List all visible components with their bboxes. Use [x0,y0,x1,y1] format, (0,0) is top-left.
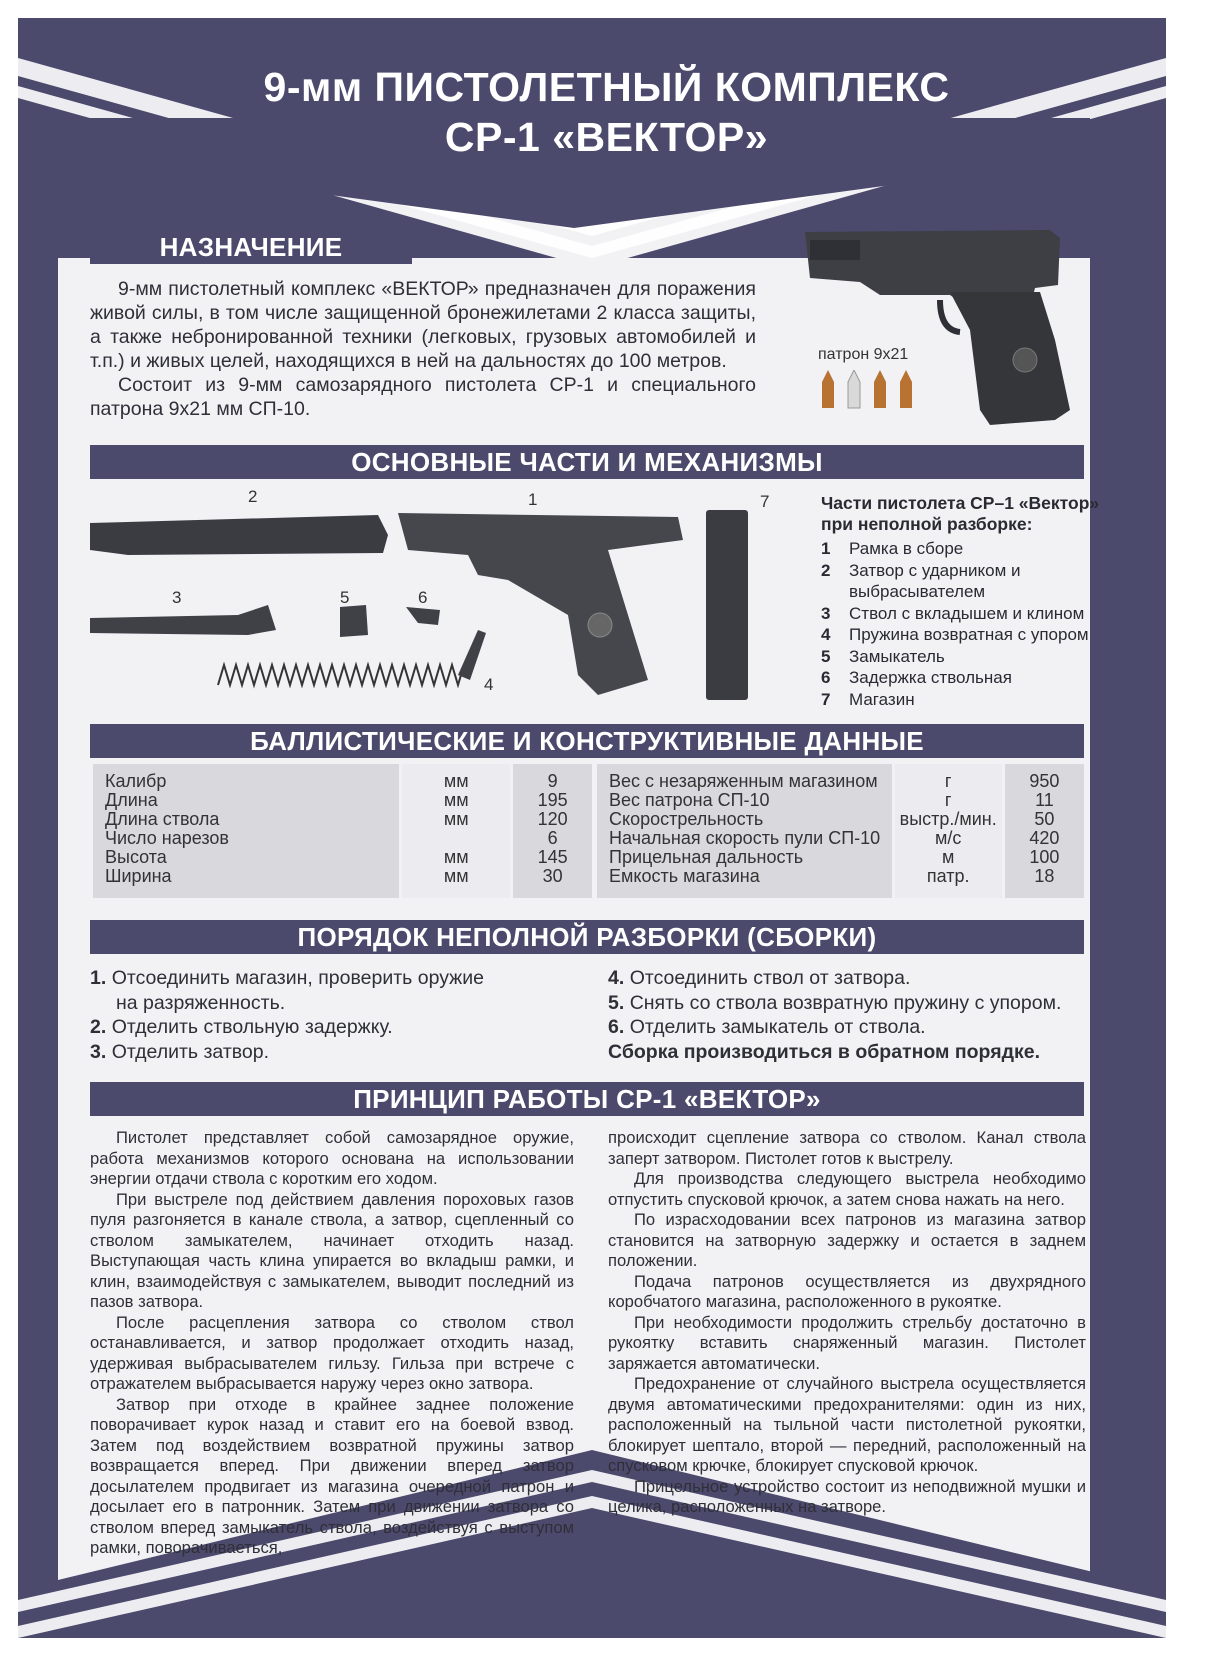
ballistics-row [596,764,1085,791]
ballistics-name-cell: Высота [92,848,401,867]
principle-paragraph: При необходимости продолжить стрельбу достаточно в рукоятку вставить снаряженный магазин. Пистолет заряжается автоматически. [608,1312,1086,1373]
parts-label-6: 6 [418,588,428,607]
ballistics-name-cell: Вес с незаряженным магазином [596,764,894,791]
part-magazine [706,510,748,700]
part-slide [90,515,388,555]
cartridges-image [818,370,918,412]
parts-list [821,493,1101,710]
purpose-text [90,277,756,421]
parts-label-3: 3 [172,588,182,607]
parts-list-item: 6 Задержка ствольная [821,668,1012,687]
step-item: 6. Отделить замыкатель от ствола. [608,1016,926,1038]
parts-list-item: 7 Магазин [821,689,915,709]
ballistics-row [596,848,1085,867]
step-item: 5. Снять со ствола возвратную пружину с упором. [608,991,1062,1014]
ballistics-row [92,764,593,791]
ballistics-row [596,829,1085,848]
parts-list-item: 3 Ствол с вкладышем и клином [821,603,1085,623]
purpose-heading: НАЗНАЧЕНИЕ [90,230,412,264]
title-line-1: 9-мм ПИСТОЛЕТНЫЙ КОМПЛЕКС [263,64,950,110]
principle-paragraph: По израсходовании всех патронов из магазина затвор становится на затворную задержку и остается в заднем положении. [608,1210,1086,1270]
parts-label-2: 2 [248,487,258,506]
ballistics-unit-cell: мм [401,764,512,791]
principle-heading: ПРИНЦИП РАБОТЫ СР-1 «ВЕКТОР» [90,1082,1084,1116]
ballistics-heading: БАЛЛИСТИЧЕСКИЕ И КОНСТРУКТИВНЫЕ ДАННЫЕ [90,724,1084,758]
step-item-cont: на разряженность. [116,991,286,1014]
ballistics-value-cell: 950 [1003,764,1084,791]
ballistics-value-cell: 9 [512,764,592,791]
parts-list-heading: Части пистолета СР–1 «Вектор» при неполной разборке: [821,493,1100,534]
ballistics-unit-cell: мм [401,848,512,867]
parts-image [88,495,798,720]
disassembly-steps-left [90,966,580,1064]
ballistics-table-right [594,764,1084,898]
step-item: 2. Отделить ствольную задержку. [90,1016,393,1038]
ballistics-name-cell: Ширина [92,867,401,898]
ballistics-value-cell: 30 [512,867,592,898]
ballistics-name-cell: Начальная скорость пули СП-10 [596,829,894,848]
ballistics-value-cell: 50 [1003,810,1084,829]
ballistics-row [92,848,593,867]
ballistics-unit-cell: м/с [893,829,1003,848]
principle-paragraph: Затвор при отходе в крайнее заднее положение поворачивает курок назад и ставит его на боевой взвод. Затем под воздействием возвратной пружины затвор возвращается вперед. При движении вперед затвор досылателем продвигает из магазина очередной патрон и досылает его в патронник. Затем при движении затвора со стволом вперед замыкатель ствола, воздействуя с выступом рамки, поворачиваеться, [90,1394,574,1557]
ballistics-unit-cell: мм [401,867,512,898]
ballistics-table-left [90,764,592,898]
parts-list-item: 4 Пружина возвратная с упором [821,625,1089,644]
ballistics-row [596,867,1085,898]
disassembly-heading: ПОРЯДОК НЕПОЛНОЙ РАЗБОРКИ (СБОРКИ) [90,920,1084,954]
part-locking-block [340,605,368,637]
ballistics-unit-cell: мм [401,810,512,829]
ballistics-value-cell: 145 [512,848,592,867]
ballistics-unit-cell: м [893,848,1003,867]
principle-paragraph: происходит сцепление затвора со стволом. Канал ствола заперт затвором. Пистолет готов к выстрелу. [608,1128,1086,1168]
ballistics-unit-cell: г [893,764,1003,791]
principle-paragraph: Пистолет представляет собой самозарядное оружие, работа механизмов которого основана на использовании энергии отдачи ствола с коротким его ходом. [90,1128,574,1188]
parts-label-7: 7 [760,492,770,511]
step-item: 1. Отсоединить магазин, проверить оружие [90,967,484,989]
disassembly-steps-right [608,966,1088,1064]
ballistics-value-cell: 195 [512,791,592,810]
ballistics-unit-cell: г [893,791,1003,810]
part-slide-stop [406,607,440,625]
ballistics-unit-cell: патр. [893,867,1003,898]
ballistics-row [92,829,593,848]
cartridge-label: патрон 9х21 [818,346,909,363]
purpose-paragraph-1: 9-мм пистолетный комплекс «ВЕКТОР» предназначен для поражения живой силы, в том числе защищенной бронежилетами 2 класса защиты, а также небронированной техники (легковых, грузовых автомобилей и т.п.) и живых целей, находящихся в ней на дальностях до 100 метров. [90,278,756,372]
ballistics-name-cell: Число нарезов [92,829,401,848]
principle-paragraph: При выстреле под действием давления пороховых газов пуля разгоняется в канале ствола, а затвор, сцепленный со стволом замыкателем, начинает отходить назад. Выступающая часть клина упирается во вкладыш рамки, и клин, взаимодействуя с замыкателем, выводит последний из пазов затвора. [90,1189,574,1311]
parts-label-5: 5 [340,588,350,607]
part-recoil-spring [218,665,464,685]
poster-title [0,62,1213,162]
parts-heading: ОСНОВНЫЕ ЧАСТИ И МЕХАНИЗМЫ [90,445,1084,479]
ballistics-unit-cell [401,829,512,848]
ballistics-row [596,791,1085,810]
ballistics-name-cell: Длина ствола [92,810,401,829]
ballistics-value-cell: 420 [1003,829,1084,848]
ballistics-name-cell: Емкость магазина [596,867,894,898]
step-item: 3. Отделить затвор. [90,1040,270,1063]
ballistics-name-cell: Длина [92,791,401,810]
ballistics-row [92,810,593,829]
assembly-note: Сборка производиться в обратном порядке. [608,1040,1040,1063]
principle-paragraph: После расцепления затвора со стволом ствол останавливается, и затвор продолжает отходить назад, удерживая выбрасывателем гильзу. Гильза при встрече с отражателем выбрасывается наружу через окно затвора. [90,1312,574,1393]
ballistics-value-cell: 6 [512,829,592,848]
principle-paragraph: Прицельное устройство состоит из неподвижной мушки и целика, расположенных на затворе. [608,1476,1086,1516]
ballistics-name-cell: Скорострельность [596,810,894,829]
parts-list-item: 2 Затвор с ударником и выбрасывателем [821,560,1021,601]
principle-paragraph: Подача патронов осуществляется из двухрядного коробчатого магазина, расположенного в рукоятке. [608,1271,1086,1311]
title-line-2: СР-1 «ВЕКТОР» [444,114,769,160]
parts-label-4: 4 [484,675,494,694]
parts-label-1: 1 [528,490,538,509]
ballistics-value-cell: 18 [1003,867,1084,898]
principle-column-right [608,1128,1086,1518]
principle-column-left [90,1128,574,1559]
ballistics-name-cell: Прицельная дальность [596,848,894,867]
ballistics-name-cell: Калибр [92,764,401,791]
ballistics-row [92,791,593,810]
parts-list-item: 5 Замыкатель [821,646,945,666]
ballistics-name-cell: Вес патрона СП-10 [596,791,894,810]
step-item: 4. Отсоединить ствол от затвора. [608,967,911,989]
ballistics-unit-cell: мм [401,791,512,810]
ballistics-value-cell: 100 [1003,848,1084,867]
ballistics-value-cell: 120 [512,810,592,829]
ballistics-row [92,867,593,898]
principle-paragraph: Для производства следующего выстрела необходимо отпустить спусковой крючок, а затем снова нажать на него. [608,1169,1086,1209]
purpose-paragraph-2: Состоит из 9-мм самозарядного пистолета СР-1 и специального патрона 9х21 мм СП-10. [90,374,756,420]
part-barrel [90,605,276,635]
ballistics-row [596,810,1085,829]
ballistics-unit-cell: выстр./мин. [893,810,1003,829]
ballistics-value-cell: 11 [1003,791,1084,810]
principle-paragraph: Предохранение от случайного выстрела осуществляется двумя автоматическими предохранителями: один из них, расположенный на тыльной части пистолетной рукоятки, блокирует шептало, второй — передний, расположенный на спусковом крючке, блокирует спусковой крючок. [608,1374,1086,1475]
parts-list-item: 1 Рамка в сборе [821,539,964,558]
